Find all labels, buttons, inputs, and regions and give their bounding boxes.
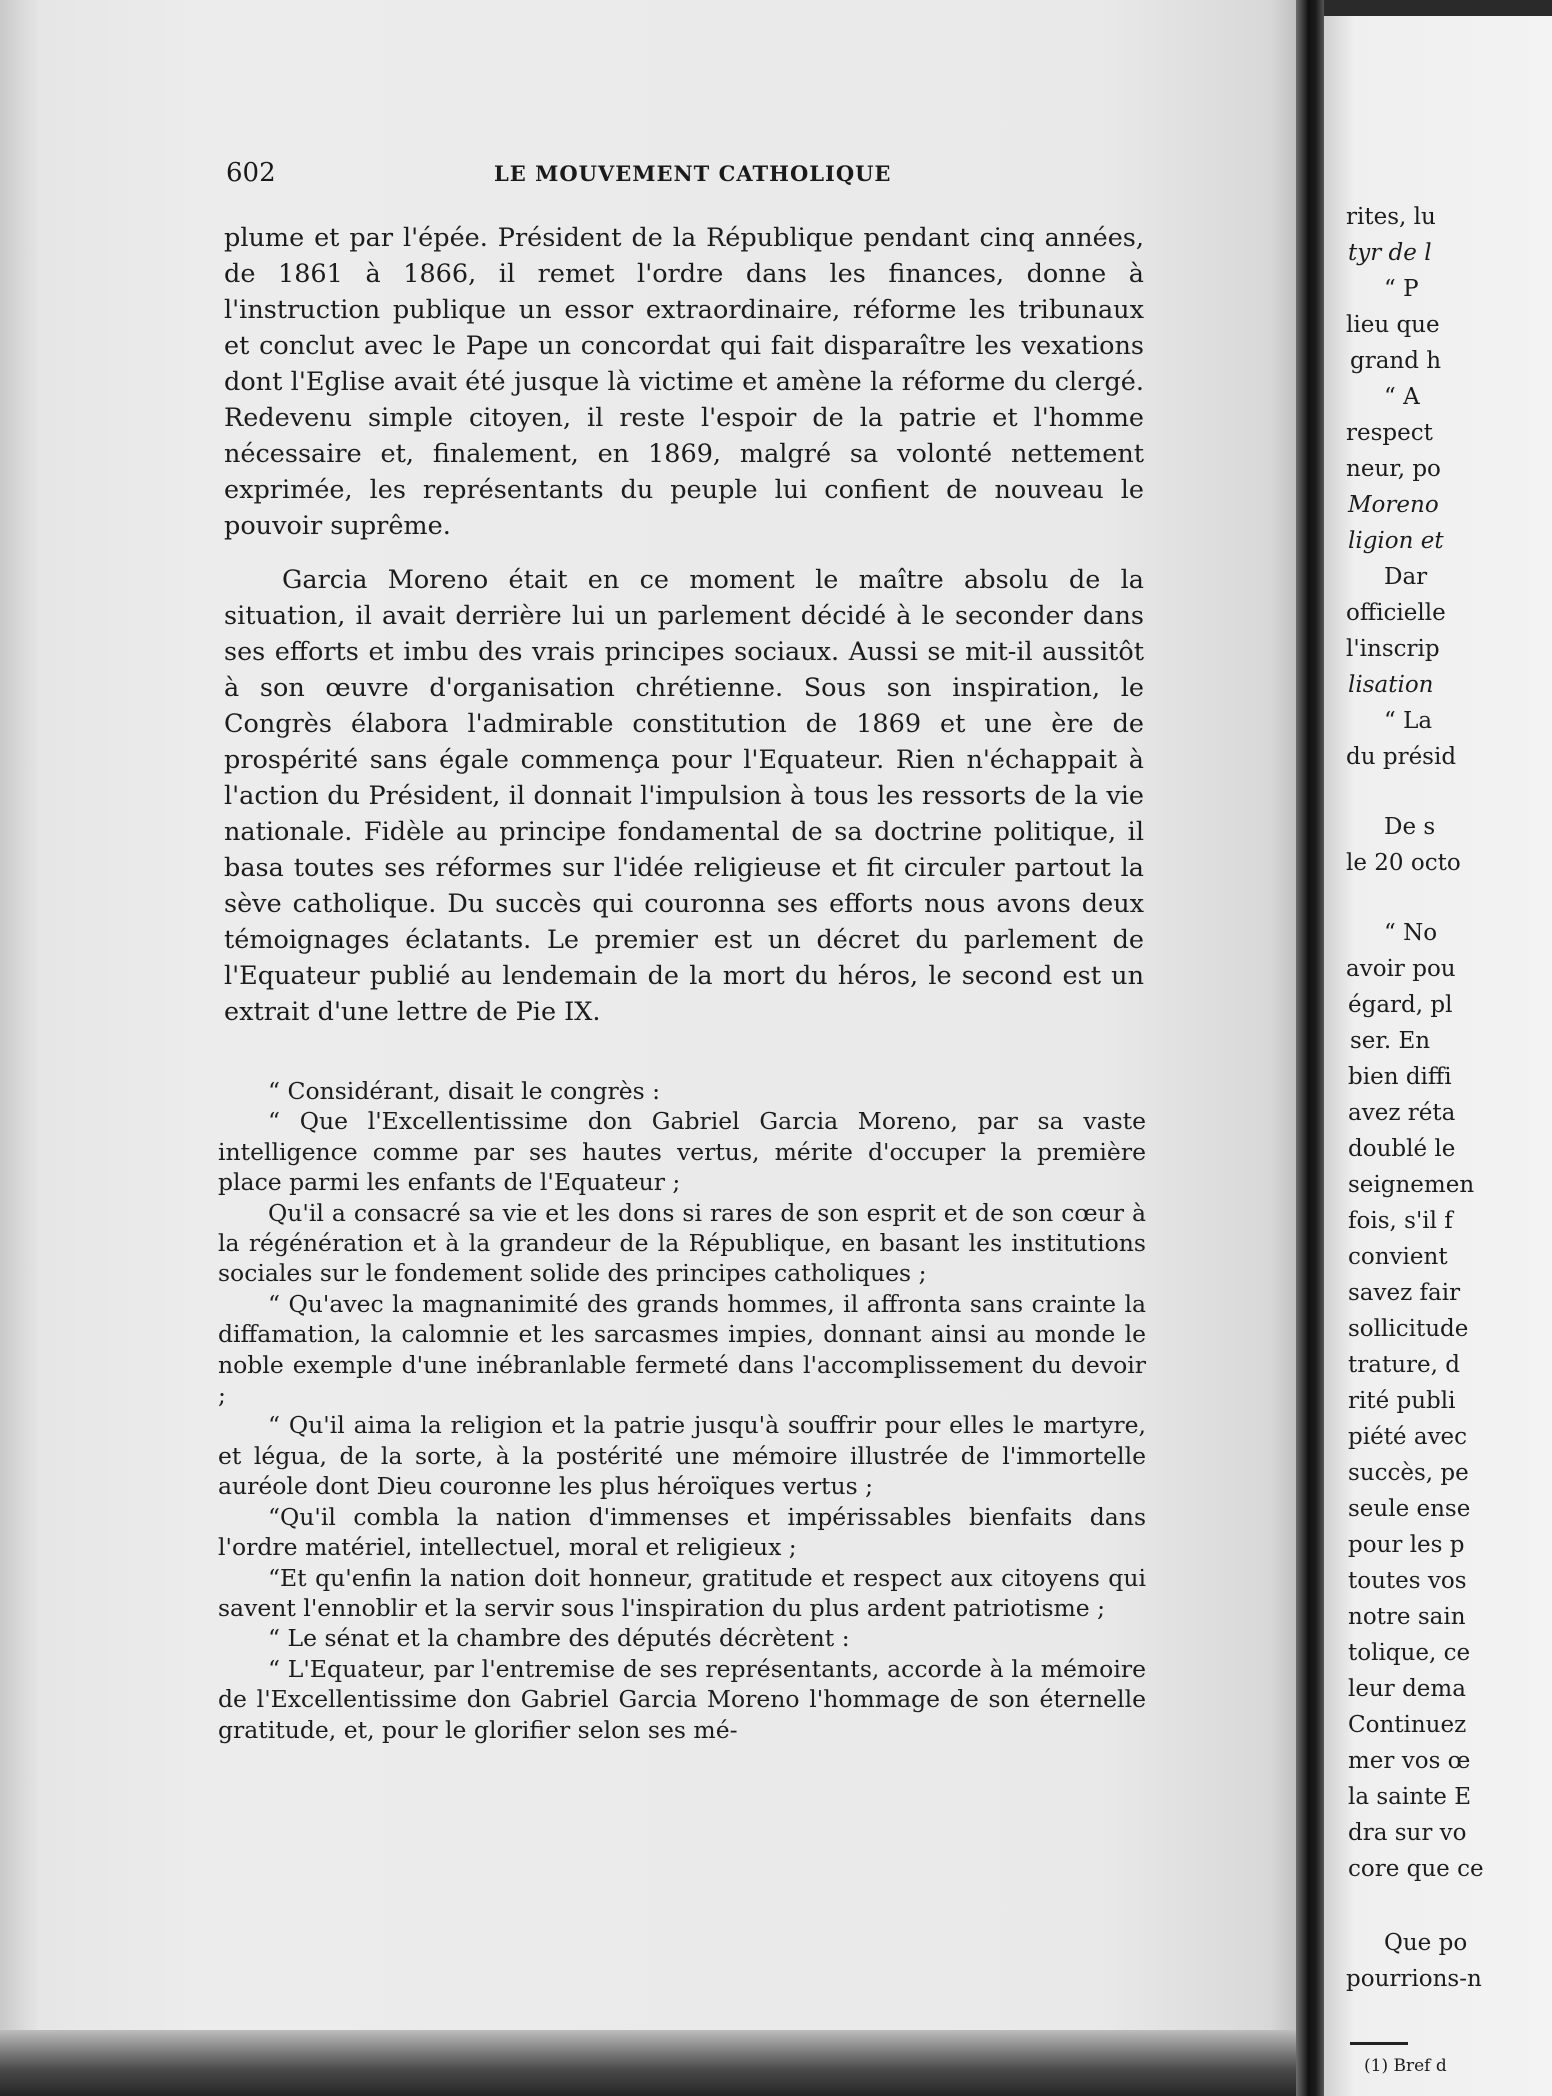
right-page-line: la sainte E <box>1348 1784 1472 1810</box>
decree-paragraph: “ Qu'il aima la religion et la patrie jusqu'à souffrir pour elles le martyre, et légua, de la sorte, à la postérité une mémoire illustrée de l'immortelle auréole dont Dieu couronne les plus héroïques vertus ; <box>218 1411 1146 1501</box>
decree-paragraph: “ Considérant, disait le congrès : <box>268 1077 661 1105</box>
right-page-line: neur, po <box>1346 456 1441 482</box>
right-page-line: “ No <box>1384 920 1438 946</box>
right-page-line: fois, s'il f <box>1348 1208 1453 1234</box>
right-page-line: savez fair <box>1348 1280 1461 1306</box>
right-page-line: “ La <box>1384 708 1433 734</box>
right-page-line: ligion et <box>1348 528 1444 554</box>
right-page-line: toutes vos <box>1348 1568 1467 1594</box>
right-page-line: lisation <box>1348 672 1434 698</box>
decree-paragraph: Qu'il a consacré sa vie et les dons si rares de son esprit et de son cœur à la régénération et à la grandeur de la République, en basant les institutions sociales sur le fondement solide des principes catholiques ; <box>218 1198 1146 1288</box>
right-page-line: avez réta <box>1348 1100 1456 1126</box>
right-page-line: Moreno <box>1348 492 1439 518</box>
right-page-line: rité publi <box>1348 1388 1456 1414</box>
decree-quote <box>218 1076 1146 1745</box>
decree-paragraph: “ Le sénat et la chambre des députés décrètent : <box>268 1624 850 1653</box>
right-page-line: ser. En <box>1350 1028 1431 1054</box>
right-page-line: l'inscrip <box>1346 636 1440 662</box>
right-page-line: tyr de l <box>1348 240 1432 266</box>
decree-paragraph: “Qu'il combla la nation d'immenses et impérissables bienfaits dans l'ordre matériel, intellectuel, moral et religieux ; <box>218 1502 1146 1562</box>
right-page-line: du présid <box>1346 744 1457 770</box>
right-page-line: égard, pl <box>1348 992 1453 1018</box>
body-paragraph: plume et par l'épée. Président de la République pendant cinq années, de 1861 à 1866, il remet l'ordre dans les finances, donne à l'instruction publique un essor extraordinaire, réforme les tribunaux et conclut avec le Pape un concordat qui fait disparaître les vexations dont l'Eglise avait été jusque là victime et amène la réforme du clergé. Redevenu simple citoyen, il reste l'espoir de la patrie et l'homme nécessaire et, finalement, en 1869, malgré sa volonté nettement exprimée, les représentants du peuple lui confient de nouveau le pouvoir suprême. <box>224 223 1144 541</box>
right-page-line: leur dema <box>1348 1676 1466 1702</box>
right-page-line: officielle <box>1346 600 1446 626</box>
right-page-line: Continuez <box>1348 1712 1467 1738</box>
book-gutter <box>1296 0 1324 2096</box>
right-page-line: seignemen <box>1348 1172 1475 1198</box>
right-page-line: doublé le <box>1348 1136 1456 1162</box>
right-page-line: le 20 octo <box>1346 850 1461 876</box>
right-page <box>1324 16 1552 2096</box>
right-page-line: pourrions-n <box>1346 1966 1482 1992</box>
right-page-line: grand h <box>1350 348 1442 374</box>
right-page-line: “ P <box>1384 276 1419 302</box>
footnote-rule <box>1350 2042 1408 2045</box>
page-header <box>226 158 1146 192</box>
right-page-line: trature, d <box>1348 1352 1460 1378</box>
page-number: 602 <box>226 158 276 188</box>
right-page-line: notre sain <box>1348 1604 1466 1630</box>
right-page-line: rites, lu <box>1346 204 1436 230</box>
right-page-line: succès, pe <box>1348 1460 1469 1486</box>
right-page-line: Dar <box>1384 564 1428 590</box>
right-page-line: convient <box>1348 1244 1448 1270</box>
right-page-line: respect <box>1346 420 1433 446</box>
right-page-line: core que ce <box>1348 1856 1484 1882</box>
right-page-line: mer vos œ <box>1348 1748 1471 1774</box>
right-page-line: seule ense <box>1348 1496 1471 1522</box>
right-page-line: Que po <box>1384 1930 1468 1956</box>
decree-paragraph: “ Qu'avec la magnanimité des grands hommes, il affronta sans crainte la diffamation, la calomnie et les sarcasmes impies, donnant ainsi au monde le noble exemple d'une inébranlable fermeté dans l'accomplissement du devoir ; <box>218 1289 1146 1410</box>
body-text <box>224 220 1144 1030</box>
running-head: LE MOUVEMENT CATHOLIQUE <box>494 161 892 186</box>
body-paragraph: Garcia Moreno était en ce moment le maître absolu de la situation, il avait derrière lui un parlement décidé à le seconder dans ses efforts et imbu des vrais principes sociaux. Aussi se mit-il aussitôt à son œuvre d'organisation chrétienne. Sous son inspiration, le Congrès élabora l'admirable constitution de 1869 et une ère de prospérité sans égale commença pour l'Equateur. Rien n'échappait à l'action du Président, il donnait l'impulsion à tous les ressorts de la vie nationale. Fidèle au principe fondamental de sa doctrine politique, il basa toutes ses réformes sur l'idée religieuse et fit circuler partout la sève catholique. Du succès qui couronna ses efforts nous avons deux témoignages éclatants. Le premier est un décret du parlement de l'Equateur publié au lendemain de la mort du héros, le second est un extrait d'une lettre de Pie IX. <box>224 565 1144 1027</box>
right-page-line: De s <box>1384 814 1436 840</box>
decree-paragraph: “ Que l'Excellentissime don Gabriel Garcia Moreno, par sa vaste intelligence comme par ses hautes vertus, mérite d'occuper la première place parmi les enfants de l'Equateur ; <box>218 1107 1146 1197</box>
right-page-line: “ A <box>1384 384 1420 410</box>
decree-paragraph: “ L'Equateur, par l'entremise de ses représentants, accorde à la mémoire de l'Excellentissime don Gabriel Garcia Moreno l'hommage de son éternelle gratitude, et, pour le glorifier selon ses mé- <box>218 1654 1146 1744</box>
right-page-line: avoir pou <box>1346 956 1456 982</box>
right-page-line: bien diffi <box>1348 1064 1452 1090</box>
right-page-line: dra sur vo <box>1348 1820 1467 1846</box>
bottom-edge-shadow <box>0 2030 1300 2096</box>
right-page-line: sollicitude <box>1348 1316 1469 1342</box>
right-page-line: tolique, ce <box>1348 1640 1471 1666</box>
right-page-line: pour les p <box>1348 1532 1465 1558</box>
footnote: (1) Bref d <box>1364 2056 1447 2076</box>
right-page-line: piété avec <box>1348 1424 1468 1450</box>
right-page-line: lieu que <box>1346 312 1440 338</box>
decree-paragraph: “Et qu'enfin la nation doit honneur, gratitude et respect aux citoyens qui savent l'ennoblir et la servir sous l'inspiration du plus ardent patriotisme ; <box>218 1563 1146 1622</box>
